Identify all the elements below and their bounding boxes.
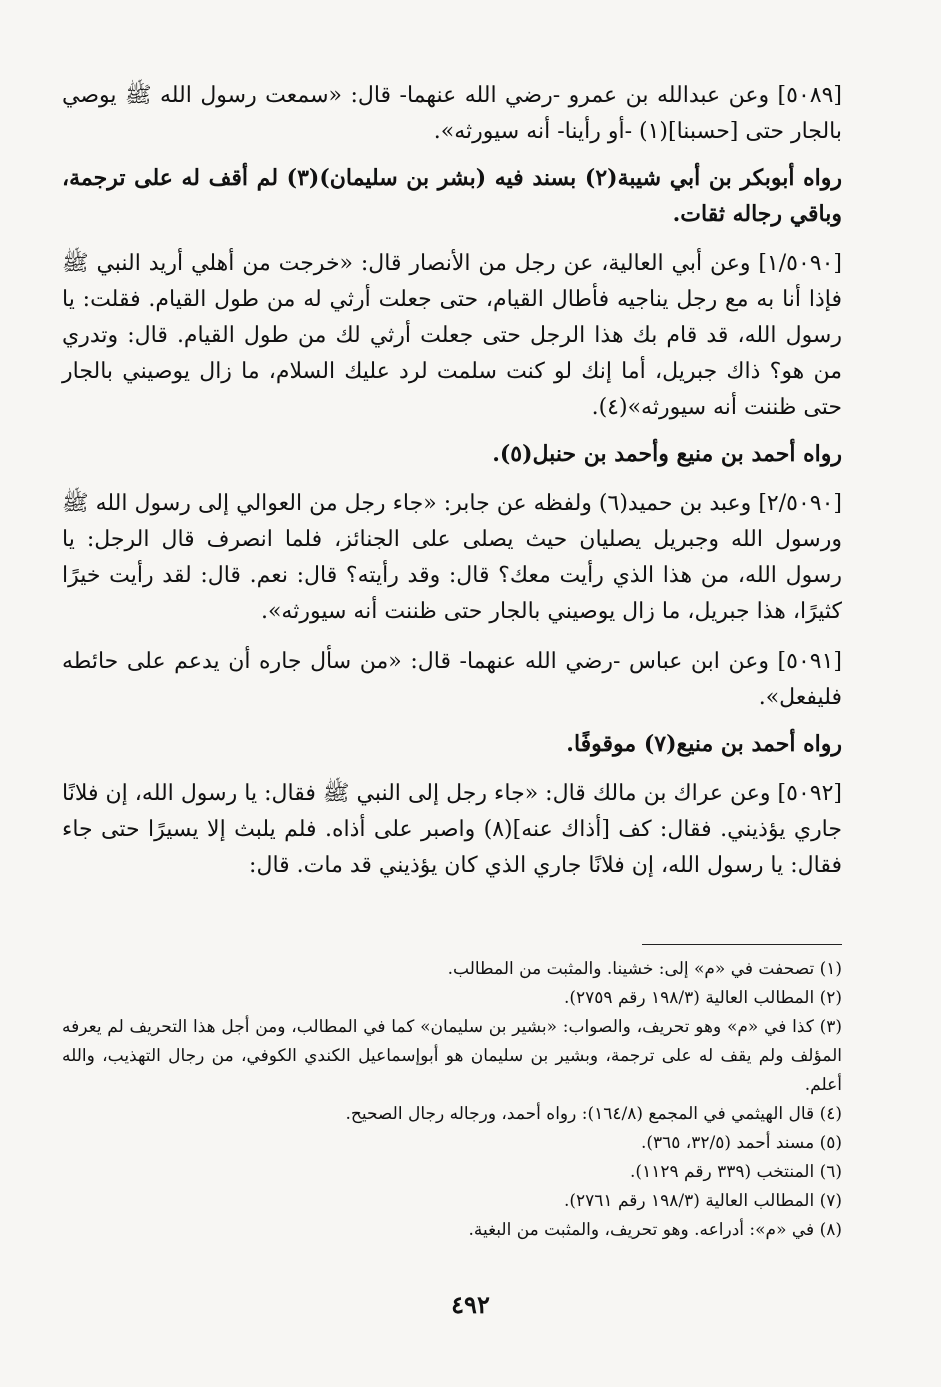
hadith-5090-1: [١/٥٠٩٠] وعن أبي العالية، عن رجل من الأنصار قال: «خرجت من أهلي أريد النبي ﷺ فإذا أنا به مع رجل يناجيه فأطال القيام، حتى جعلت أرثي له من طول القيام. فقلت: يا رسول الله، قد قام بك هذا الرجل حتى جعلت أرثي لك من طول القيام. قال: وتدري من هو؟ ذاك جبريل، أما إنك لو كنت سلمت لرد عليك السلام، ما زال يوصيني بالجار حتى ظننت أنه سيورثه»(٤). [62,251,842,420]
hadith-5092: [٥٠٩٢] وعن عراك بن مالك قال: «جاء رجل إلى النبي ﷺ فقال: يا رسول الله، إن فلانًا جاري يؤذيني. فقال: كف [أذاك عنه](٨) واصبر على أذاه. فلم يلبث إلا يسيرًا حتى جاء فقال: يا رسول الله، إن فلانًا جاري الذي كان يؤذيني قد مات. قال: [62,781,842,878]
hadith-5090-2: [٢/٥٠٩٠] وعبد بن حميد(٦) ولفظه عن جابر: «جاء رجل من العوالي إلى رسول الله ﷺ ورسول الله وجبريل يصليان حيث يصلى على الجنائز، فلما انصرف قال الرجل: يا رسول الله، من هذا الذي رأيت معك؟ قال: وقد رأيته؟ قال: نعم. قال: لقد رأيت خيرًا كثيرًا، هذا جبريل، ما زال يوصيني بالجار حتى ظننت أنه سيورثه». [62,491,842,624]
footnote-7: (٧) المطالب العالية (١٩٨/٣ رقم ٢٧٦١). [563,1191,842,1211]
footnote-6: (٦) المنتخب (٣٣٩ رقم ١١٢٩). [630,1162,842,1182]
footnotes [62,944,842,1245]
footnote-1: (١) تصحفت في «م» إلى: خشينا. والمثبت من المطالب. [447,959,842,979]
hadith-5089: [٥٠٨٩] وعن عبدالله بن عمرو -رضي الله عنهما- قال: «سمعت رسول الله ﷺ يوصي بالجار حتى [حسبنا](١) -أو رأينا- أنه سيورثه». [62,83,842,144]
footnote-divider [642,944,842,945]
footnote-2: (٢) المطالب العالية (١٩٨/٣ رقم ٢٧٥٩). [563,988,842,1008]
takhrij-5091: رواه أحمد بن منيع(٧) موقوفًا. [566,731,842,757]
takhrij-5089: رواه أبوبكر بن أبي شيبة(٢) بسند فيه (بشر بن سليمان)(٣) لم أقف له على ترجمة، وباقي رجاله ثقات. [62,165,842,227]
takhrij-5090-1: رواه أحمد بن منيع وأحمد بن حنبل(٥). [492,441,842,467]
footnote-3: (٣) كذا في «م» وهو تحريف، والصواب: «بشير بن سليمان» كما في المطالب، ومن أجل هذا التحريف لم يعرفه المؤلف ولم يقف له على ترجمة، وبشير بن سليمان هو أبوإسماعيل الكندي الكوفي، من رجال التهذيب، والله أعلم. [62,1017,842,1095]
footnote-4: (٤) قال الهيثمي في المجمع (١٦٤/٨): رواه أحمد، ورجاله رجال الصحيح. [345,1104,842,1124]
footnote-5: (٥) مسند أحمد (٣٢/٥، ٣٦٥). [640,1133,842,1153]
footnote-8: (٨) في «م»: أدراعه. وهو تحريف، والمثبت من البغية. [468,1220,842,1240]
main-text [62,78,842,884]
page-number: ٤٩٢ [451,1290,490,1319]
hadith-5091: [٥٠٩١] وعن ابن عباس -رضي الله عنهما- قال: «من سأل جاره أن يدعم على حائطه فليفعل». [62,649,842,710]
